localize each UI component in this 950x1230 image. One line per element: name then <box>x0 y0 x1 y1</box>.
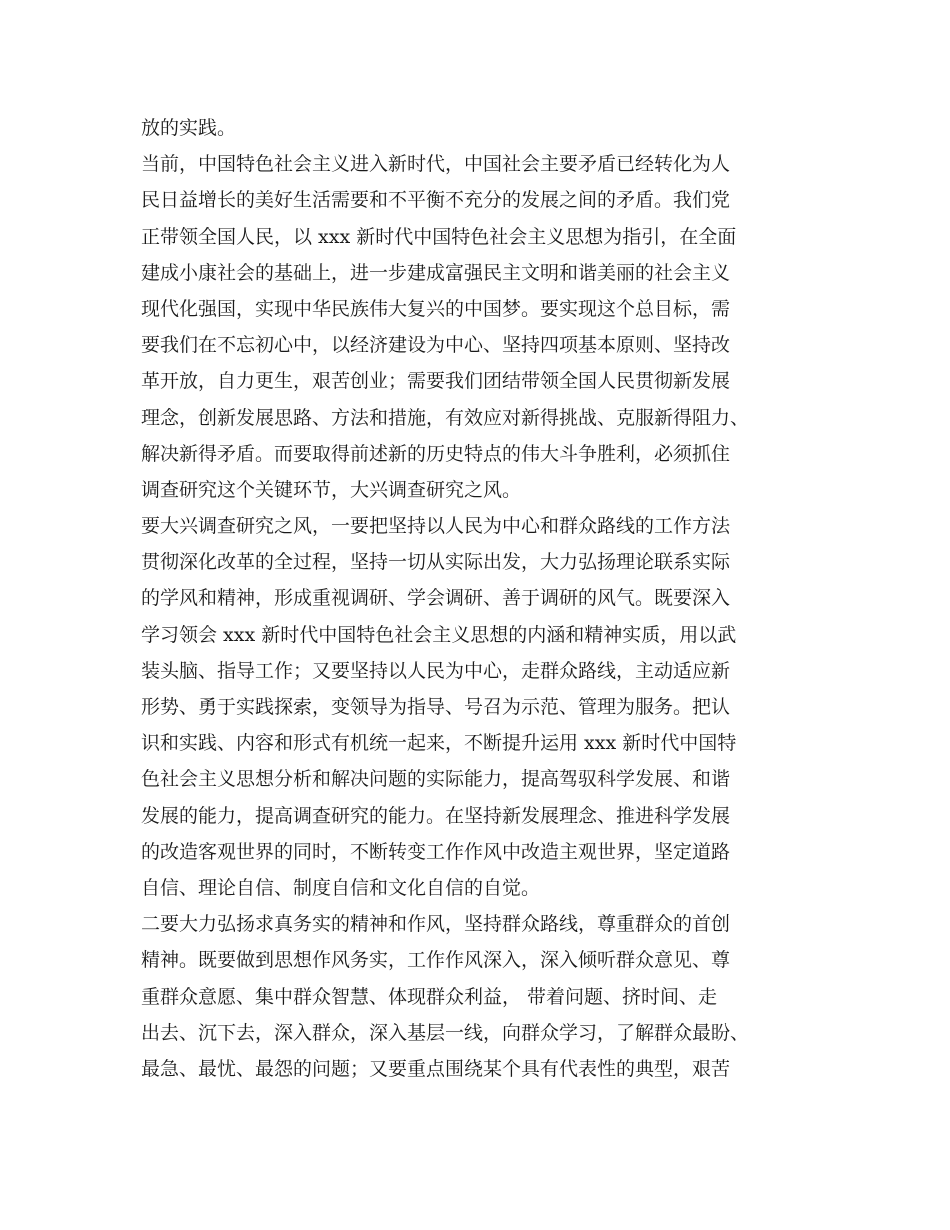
text-line: 放的实践。 <box>141 117 237 139</box>
text-line: 装头脑、指导工作；又要坚持以人民为中心，走群众路线，主动适应新 <box>141 659 731 682</box>
text-line: 建成小康社会的基础上，进一步建成富强民主文明和谐美丽的社会主义 <box>141 261 731 284</box>
text-line: 要我们在不忘初心中，以经济建设为中心、坚持四项基本原则、坚持改 <box>141 334 731 357</box>
text-line: 重群众意愿、集中群众智慧、体现群众利益， 带着问题、挤时间、走 <box>141 985 718 1008</box>
text-line: 色社会主义思想分析和解决问题的实际能力，提高驾驭科学发展、和谐 <box>141 768 731 791</box>
text-line: 的改造客观世界的同时，不断转变工作作风中改造主观世界，坚定道路 <box>141 840 731 863</box>
text-line: 发展的能力，提高调查研究的能力。在坚持新发展理念、推进科学发展 <box>141 804 731 827</box>
text-line: 最急、最忧、最怨的问题；又要重点围绕某个具有代表性的典型，艰苦 <box>141 1057 731 1080</box>
text-line: 识和实践、内容和形式有机统一起来，不断提升运用 xxx 新时代中国特 <box>141 732 737 755</box>
text-line: 自信、理论自信、制度自信和文化自信的自觉。 <box>141 876 541 899</box>
text-line: 二要大力弘扬求真务实的精神和作风，坚持群众路线，尊重群众的首创 <box>141 913 731 936</box>
text-line: 民日益增长的美好生活需要和不平衡不充分的发展之间的矛盾。我们党 <box>141 189 731 212</box>
text-line: 出去、沉下去，深入群众，深入基层一线，向群众学习，了解群众最盼、 <box>141 1021 750 1044</box>
text-line: 正带领全国人民，以 xxx 新时代中国特色社会主义思想为指引，在全面 <box>141 225 737 248</box>
text-line: 革开放，自力更生，艰苦创业；需要我们团结带领全国人民贯彻新发展 <box>141 370 731 393</box>
text-line: 调查研究这个关键环节，大兴调查研究之风。 <box>141 478 522 501</box>
text-line: 要大兴调查研究之风，一要把坚持以人民为中心和群众路线的工作方法 <box>141 515 731 538</box>
text-line: 贯彻深化改革的全过程，坚持一切从实际出发，大力弘扬理论联系实际 <box>141 551 731 574</box>
text-line: 当前，中国特色社会主义进入新时代，中国社会主要矛盾已经转化为人 <box>141 153 731 176</box>
text-line: 学习领会 xxx 新时代中国特色社会主义思想的内涵和精神实质，用以武 <box>141 623 737 646</box>
text-line: 现代化强国，实现中华民族伟大复兴的中国梦。要实现这个总目标，需 <box>141 297 731 320</box>
text-line: 理念，创新发展思路、方法和措施，有效应对新得挑战、克服新得阻力、 <box>141 406 750 429</box>
text-line: 的学风和精神，形成重视调研、学会调研、善于调研的风气。既要深入 <box>141 587 731 610</box>
text-line: 形势、勇于实践探索，变领导为指导、号召为示范、管理为服务。把认 <box>141 696 731 718</box>
text-line: 精神。既要做到思想作风务实，工作作风深入，深入倾听群众意见、尊 <box>141 949 731 972</box>
body-text <box>141 110 821 1087</box>
text-line: 解决新得矛盾。而要取得前述新的历史特点的伟大斗争胜利，必须抓住 <box>141 442 731 465</box>
